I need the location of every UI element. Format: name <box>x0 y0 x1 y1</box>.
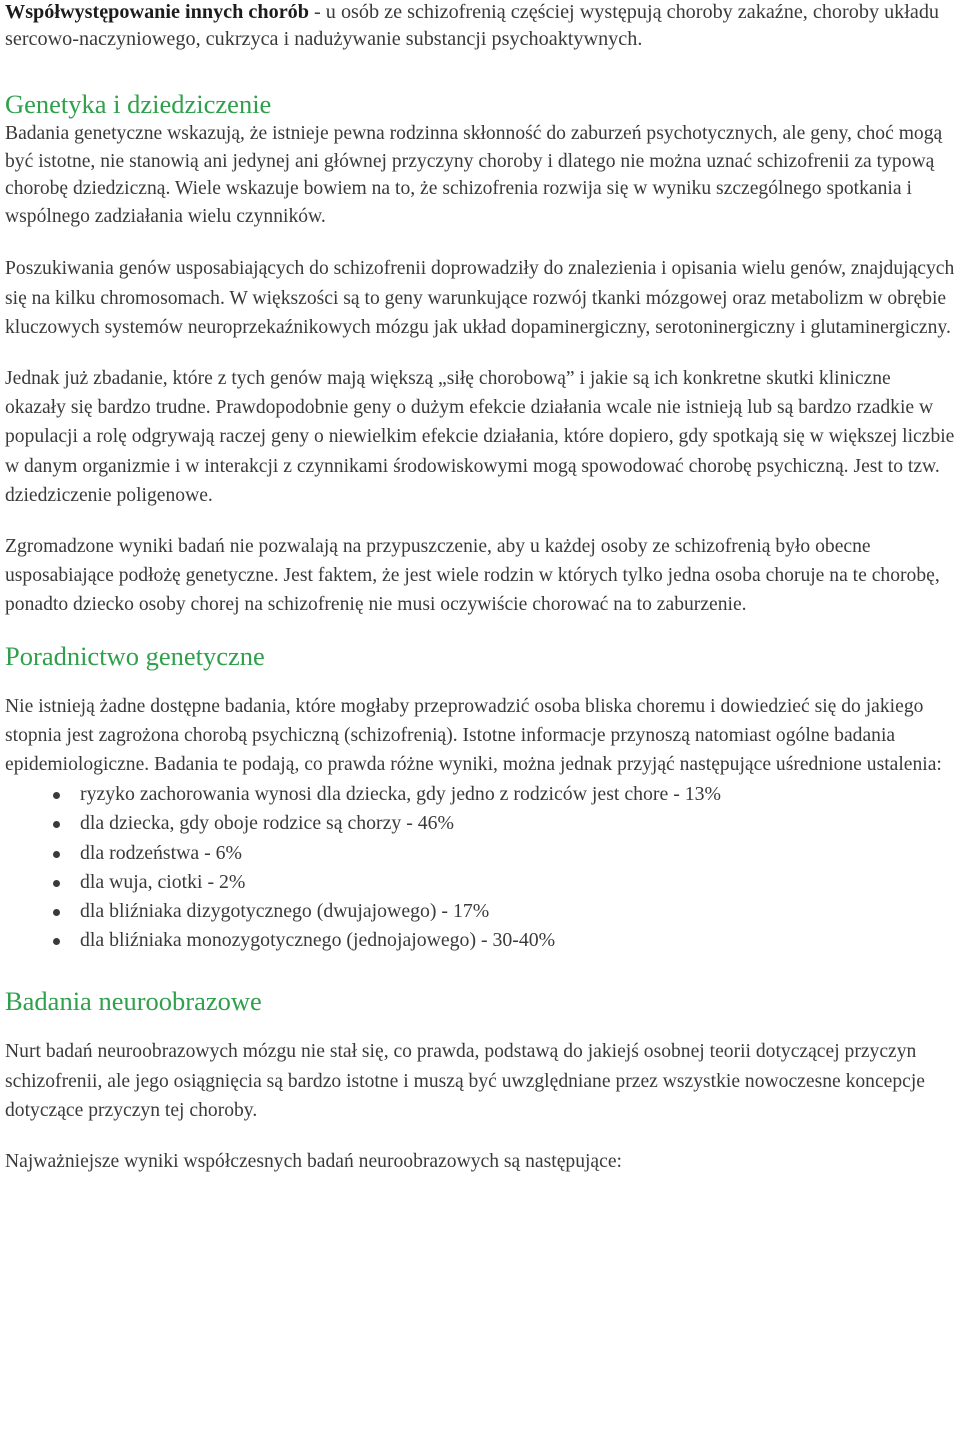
genetyka-paragraph-2: Poszukiwania genów usposabiających do schizofrenii doprowadziły do znalezienia i opisania wielu genów, znajdujących się na kilku chromosomach. W większości są to geny warunkujące rozwój tkanki mózgowej oraz metabolizm w obrębie kluczowych systemów neuroprzekaźnikowych mózgu jak układ dopaminergiczny, serotoninergiczny i glutaminergiczny. <box>5 258 955 338</box>
heading-genetyka: Genetyka i dziedziczenie <box>5 89 272 119</box>
list-item: dla bliźniaka monozygotycznego (jednojajowego) - 30-40% <box>53 926 955 955</box>
genetyka-paragraph-3: Jednak już zbadanie, które z tych genów mają większą „siłę chorobową” i jakie są ich konkretne skutki kliniczne okazały się bardzo trudne. Prawdopodobnie geny o dużym efekcie działania wcale nie istnieją lub są bardzo rzadkie w populacji a rolę odgrywają raczej geny o niewielkim efekcie działania, które dopiero, gdy spotkają się w większej liczbie w danym organizmie i w interakcji z czynnikami środowiskowymi mogą spowodować chorobę psychiczną. Jest to tzw. dziedziczenie poligenowe. <box>5 367 955 506</box>
genetyka-paragraph-1: Badania genetyczne wskazują, że istnieje pewna rodzinna skłonność do zaburzeń psychotycznych, ale geny, choć mogą być istotne, nie stanowią ani jedynej ani głównej przyczyny choroby i dlatego nie można uznać schizofrenii za typową chorobę dziedziczną. Wiele wskazuje bowiem na to, że schizofrenia rozwija się w wyniku szczególnego spotkania i wspólnego zadziałania wielu czynników. <box>5 123 943 227</box>
risk-list <box>53 780 955 955</box>
genetyka-paragraph-4: Zgromadzone wyniki badań nie pozwalają na przypuszczenie, aby u każdej osoby ze schizofrenią było obecne usposabiające podłożę genetyczne. Jest faktem, że jest wiele rodzin w których tylko jedna osoba choruje na te chorobę, ponadto dziecko osoby chorej na schizofrenię nie musi oczywiście chorować na to zaburzenie. <box>5 536 940 616</box>
list-item: dla bliźniaka dizygotycznego (dwujajowego) - 17% <box>53 897 955 926</box>
list-item: dla dziecka, gdy oboje rodzice są chorzy - 46% <box>53 809 955 838</box>
intro-bold-term: Współwystępowanie innych chorób <box>5 1 309 23</box>
neuro-paragraph-2: Najważniejsze wyniki współczesnych badań neuroobrazowych są następujące: <box>5 1151 622 1173</box>
neuro-paragraph-1: Nurt badań neuroobrazowych mózgu nie stał się, co prawda, podstawą do jakiejś osobnej teorii dotyczącej przyczyn schizofrenii, ale jego osiągnięcia są bardzo istotne i muszą być uwzględniane przez wszystkie nowoczesne koncepcje dotyczące przyczyn tej choroby. <box>5 1041 925 1121</box>
intro-text: - u osób ze schizofrenią częściej występują choroby zakaźne, choroby układu sercowo-naczyniowego, cukrzyca i nadużywanie substancji psychoaktywnych. <box>5 1 940 50</box>
intro-paragraph <box>5 0 955 52</box>
list-item: dla wuja, ciotki - 2% <box>53 868 955 897</box>
list-item: dla rodzeństwa - 6% <box>53 839 955 868</box>
poradnictwo-paragraph: Nie istnieją żadne dostępne badania, które mogłaby przeprowadzić osoba bliska choremu i dowiedzieć się do jakiego stopnia jest zagrożona chorobą psychiczną (schizofrenią). Istotne informacje przynoszą natomiast ogólne badania epidemiologiczne. Badania te podają, co prawda różne wyniki, można jednak przyjąć następujące uśrednione ustalenia: <box>5 695 942 776</box>
heading-neuro: Badania neuroobrazowe <box>5 986 262 1017</box>
list-item: ryzyko zachorowania wynosi dla dziecka, gdy jedno z rodziców jest chore - 13% <box>53 780 955 809</box>
heading-poradnictwo: Poradnictwo genetyczne <box>5 640 265 671</box>
